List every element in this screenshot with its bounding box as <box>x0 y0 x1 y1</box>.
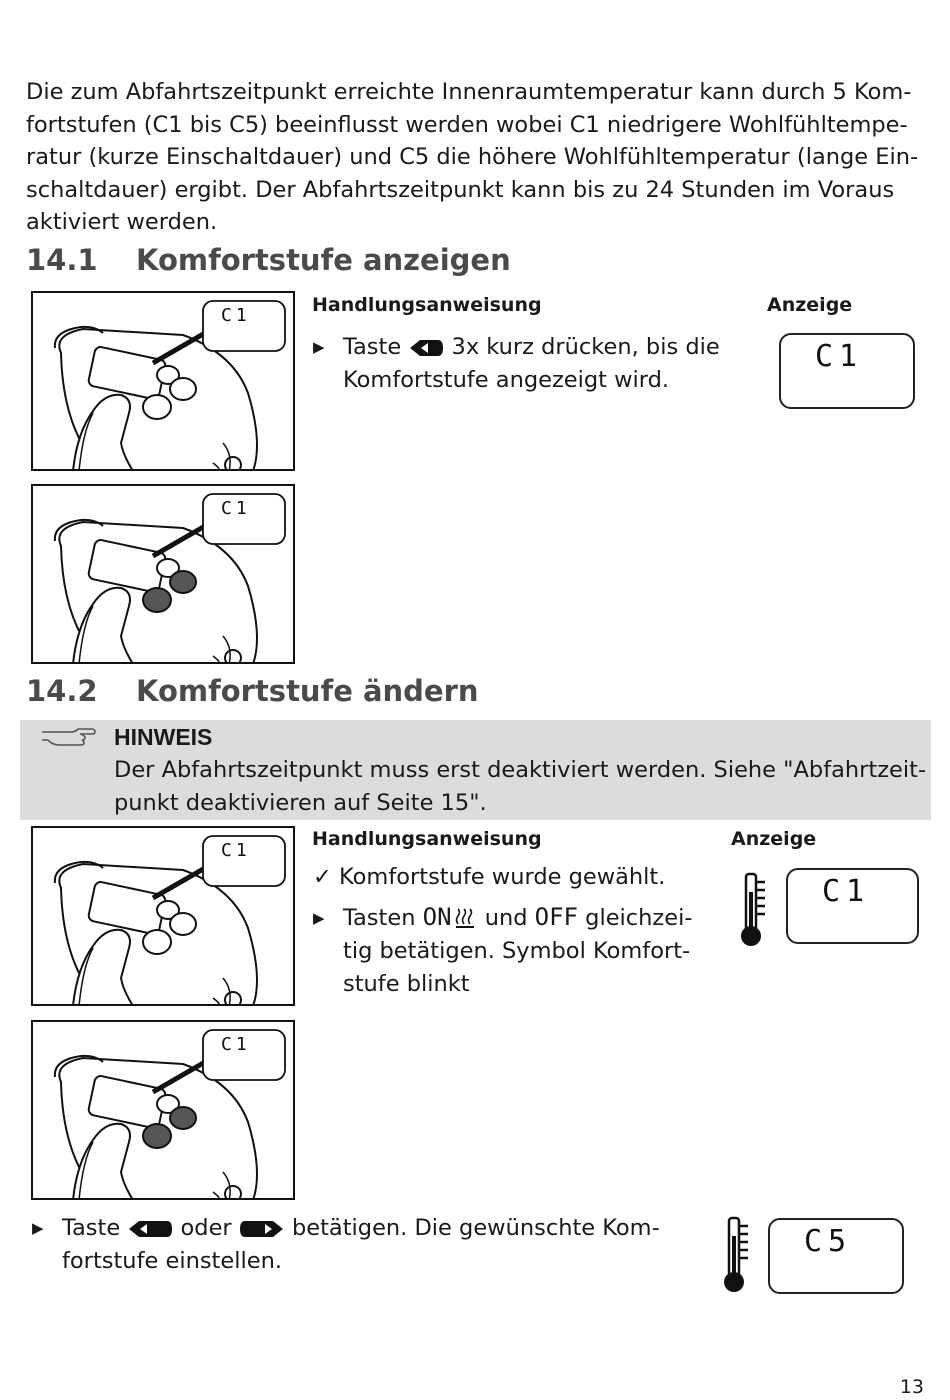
instruction-step: ▶ Taste 3x kurz drücken, bis die Komfortstufe angezeigt wird. <box>313 331 720 397</box>
instruction-step: ▶ Tasten ON und OFF gleichzei- tig betätigen. Symbol Komfort- stufe blinkt <box>313 903 693 997</box>
remote-illustration <box>31 826 295 1006</box>
remote-drawing <box>33 293 295 471</box>
step-arrow-icon: ▶ <box>313 909 325 927</box>
left-arrow-key-icon <box>408 338 444 358</box>
thermometer-icon <box>735 872 769 948</box>
section-number: 14.1 <box>26 243 98 277</box>
section-heading-14-2 <box>26 674 479 708</box>
page-number: 13 <box>899 1376 924 1398</box>
precondition: ✓ Komfortstufe wurde gewählt. <box>313 861 665 894</box>
intro-paragraph <box>26 76 926 239</box>
notice-title: HINWEIS <box>114 724 213 750</box>
intro-line: schaltdauer) ergibt. Der Abfahrtszeitpunkt kann bis zu 24 Stunden im Voraus <box>26 176 895 203</box>
intro-line: aktiviert werden. <box>26 209 218 235</box>
lcd-display <box>779 333 915 409</box>
intro-line: ratur (kurze Einschaltdauer) und C5 die höhere Wohlfühltemperatur (lange Ein- <box>26 144 919 170</box>
section-number: 14.2 <box>26 674 98 708</box>
intro-line: Die zum Abfahrtszeitpunkt erreichte Innenraumtemperatur kann durch 5 Kom- <box>26 79 912 105</box>
heat-waves-icon <box>452 907 478 931</box>
column-heading-display: Anzeige <box>731 828 817 850</box>
remote-lcd-value: C1 <box>221 498 251 519</box>
remote-illustration <box>31 484 295 664</box>
intro-line: fortstufen (C1 bis C5) beeinflusst werden wobei C1 niedrigere Wohlfühltempe- <box>26 111 908 138</box>
lcd-value: C5 <box>804 1224 853 1259</box>
off-key-label: OFF <box>534 903 579 931</box>
lcd-display <box>786 868 919 944</box>
remote-lcd-value: C1 <box>221 1034 251 1055</box>
section-title: Komfortstufe ändern <box>136 674 479 708</box>
remote-drawing <box>33 1022 295 1200</box>
step-arrow-icon: ▶ <box>313 338 325 356</box>
step-arrow-icon: ▶ <box>32 1219 44 1237</box>
remote-lcd-value: C1 <box>221 305 251 326</box>
lcd-value: C1 <box>815 339 864 374</box>
on-key-label: ON <box>422 903 452 931</box>
lcd-value: C1 <box>822 874 871 909</box>
column-heading-instruction: Handlungsanweisung <box>312 294 542 316</box>
section-title: Komfortstufe anzeigen <box>136 243 511 277</box>
section-heading-14-1 <box>26 243 511 277</box>
remote-drawing <box>33 828 295 1006</box>
right-arrow-key-icon <box>239 1219 285 1239</box>
remote-lcd-value: C1 <box>221 840 251 861</box>
remote-illustration <box>31 1020 295 1200</box>
pointing-hand-icon <box>40 726 96 748</box>
check-icon: ✓ <box>313 864 332 890</box>
column-heading-instruction: Handlungsanweisung <box>312 828 542 850</box>
remote-drawing <box>33 486 295 664</box>
column-heading-display: Anzeige <box>767 294 853 316</box>
left-arrow-key-icon <box>127 1219 173 1239</box>
thermometer-icon <box>718 1216 752 1294</box>
instruction-step: ▶ Taste oder betätigen. Die gewünschte Kom- fortstufe einstellen. <box>32 1212 660 1278</box>
lcd-display <box>768 1218 904 1294</box>
notice-text: Der Abfahrtszeitpunkt muss erst deaktiviert werden. Siehe "Abfahrtzeit- punkt deaktivieren auf Seite 15". <box>114 757 927 816</box>
remote-illustration <box>31 291 295 471</box>
